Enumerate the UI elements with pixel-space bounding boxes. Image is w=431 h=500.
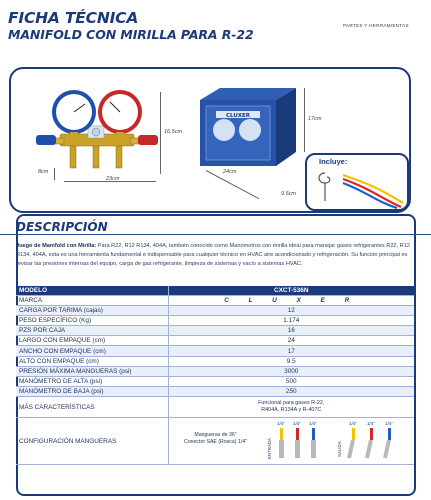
table-row	[16, 418, 414, 465]
spec-key: MANÓMETRO DE ALTA (psi)	[16, 377, 168, 387]
salida-label: SALIDA	[336, 441, 342, 458]
hook-dimension-line	[54, 168, 55, 180]
description-body: Para R22, R12 R134, 404A, también conocido como Manómetros con mirilla ideal para manejar gases refrigerantes R22, R12 R134, 404A, esta es una herramienta fundamental e indispensable para cualquier técnico en HVAC aire acondicionado y refrigeración. Su función principal es revisar las presiones internas del equipo, carga de gas refrigerante, limpieza de sistemas y vacío a sistemas HVAC.	[16, 243, 410, 267]
caracteristicas-line2: R404A, R134A y R-407C	[261, 407, 322, 414]
manifold-illustration	[30, 86, 165, 178]
spec-value: 16	[168, 326, 414, 336]
box-height-line	[304, 88, 305, 152]
spec-key: PZS POR CAJA	[16, 326, 168, 336]
spec-value: C L U X E R	[168, 295, 414, 305]
fitting-label: 1/4"	[276, 421, 285, 427]
spec-value: 17	[168, 346, 414, 356]
spec-value: 3000	[168, 366, 414, 376]
spec-value	[168, 397, 414, 418]
table-row	[16, 356, 414, 366]
table-row	[16, 295, 414, 305]
manifold-width-label: 23cm	[106, 176, 120, 182]
description-title: DESCRIPCIÓN	[16, 220, 108, 234]
incluye-box	[305, 153, 409, 211]
spec-key: ALTO CON EMPAQUE (cm)	[16, 356, 168, 366]
red-fitting-icon	[370, 428, 373, 440]
manifold-height-label: 16.5cm	[164, 129, 183, 135]
fitting-label: 1/4"	[366, 421, 375, 427]
box-height-label: 17cm	[308, 116, 322, 122]
spec-value	[168, 418, 414, 465]
table-row	[16, 315, 414, 325]
table-row	[16, 305, 414, 315]
table-row	[16, 397, 414, 418]
table-row	[16, 326, 414, 336]
spec-value: 24	[168, 336, 414, 346]
spec-value: 12	[168, 305, 414, 315]
config-line2: Conector SAE (Rosca) 1/4"	[184, 439, 247, 446]
config-line1: Mangueras de 36"	[194, 432, 237, 439]
fitting-label: 1/4"	[292, 421, 301, 427]
spec-header-row	[16, 286, 414, 295]
spec-key: MANÓMETRO DE BAJA (psi)	[16, 387, 168, 397]
box-width-label: 9.5cm	[281, 191, 296, 197]
box-brand-text: CLUXER	[225, 113, 251, 119]
description-text	[16, 242, 414, 269]
spec-value: 9.5	[168, 356, 414, 366]
height-dimension-line	[160, 92, 161, 174]
spec-key: MÁS CARACTERÍSTICAS	[16, 397, 168, 418]
description-divider	[0, 234, 431, 235]
spec-key: PESO ESPECÍFICO (Kg)	[16, 315, 168, 325]
spec-key: CARGA POR TARIMA (cajas)	[16, 305, 168, 315]
spec-key: LARGO CON EMPAQUE (cm)	[16, 336, 168, 346]
entrada-label: ENTRADA	[266, 438, 272, 460]
blue-fitting-icon	[312, 428, 315, 440]
hose-config-diagram	[261, 419, 411, 463]
table-row	[16, 387, 414, 397]
table-row	[16, 366, 414, 376]
caracteristicas-line1: Funcional para gases R-22,	[258, 400, 325, 407]
brand-tagline: PARTES Y HERRAMIENTAS	[343, 23, 409, 28]
box-illustration	[194, 84, 306, 176]
red-fitting-icon	[296, 428, 299, 440]
spec-key: PRESIÓN MÁXIMA MANGUERAS (psi)	[16, 366, 168, 376]
spec-header-key: MODELO	[16, 286, 168, 295]
yellow-fitting-icon	[352, 428, 355, 440]
page-title: FICHA TÉCNICA	[8, 9, 139, 27]
fitting-label: 1/4"	[348, 421, 357, 427]
yellow-fitting-icon	[280, 428, 283, 440]
spec-key: ANCHO CON EMPAQUE (cm)	[16, 346, 168, 356]
hook-icon	[319, 173, 330, 183]
spec-table	[16, 286, 414, 465]
spec-header-value: CXCT-536N	[168, 286, 414, 295]
table-row	[16, 377, 414, 387]
table-row	[16, 346, 414, 356]
hook-height-label: 8cm	[38, 169, 49, 175]
spec-key: MARCA	[16, 295, 168, 305]
page-subtitle: MANIFOLD CON MIRILLA PARA R-22	[8, 27, 254, 42]
table-row	[16, 336, 414, 346]
spec-value: 500	[168, 377, 414, 387]
fitting-label: 1/4"	[384, 421, 393, 427]
incluye-title: Incluye:	[319, 157, 348, 166]
spec-key: CONFIGURACIÓN MANGUERAS	[16, 418, 168, 465]
included-accessories	[313, 167, 407, 209]
fitting-label: 1/4"	[308, 421, 317, 427]
spec-value: 1.174	[168, 315, 414, 325]
blue-fitting-icon	[388, 428, 391, 440]
description-lead: Juego de Manifold con Mirilla:	[16, 243, 97, 249]
box-depth-label: 24cm	[223, 169, 237, 175]
spec-value: 250	[168, 387, 414, 397]
